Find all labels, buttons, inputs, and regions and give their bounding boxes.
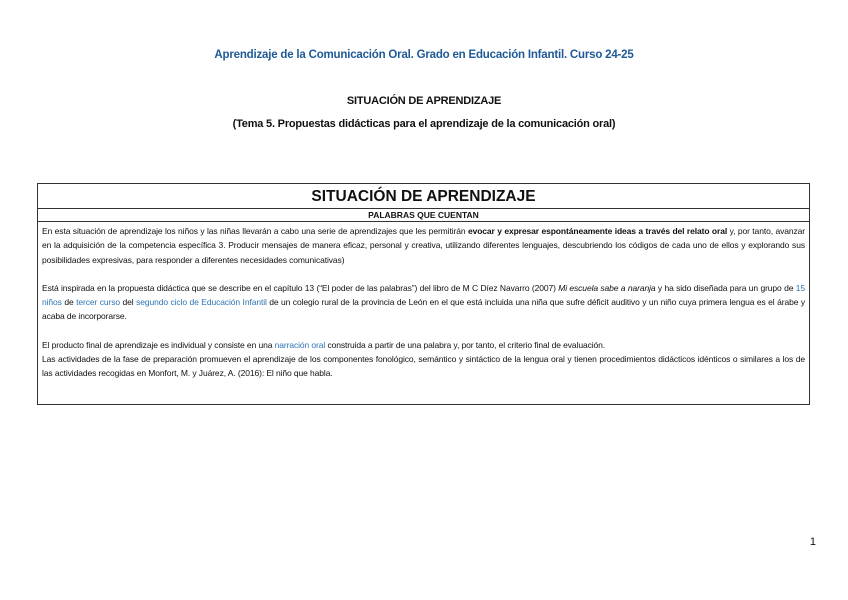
highlight-oral-narration: narración oral: [274, 339, 326, 350]
learning-situation-box: [37, 183, 810, 405]
paragraph-inspiration: [42, 281, 805, 324]
p2-text-c: de: [61, 297, 77, 308]
p1-bold-phrase: evocar y expresar espontáneamente ideas a través del relato oral: [467, 226, 728, 236]
p2-text-a: Está inspirada en la propuesta didáctica que se describe en el capítulo 13 (“El poder de las palabras”) del libro de M C Díez Navarro (2007): [42, 282, 559, 293]
p3-text-b: construida a partir de una palabra y, por tanto, el criterio final de evaluación.: [325, 339, 606, 350]
box-title: SITUACIÓN DE APRENDIZAJE: [38, 184, 809, 209]
highlight-group-size: 15 niños: [42, 282, 805, 308]
p3-text-a: El producto final de aprendizaje es individual y consiste en una: [42, 339, 275, 350]
paragraph-intro: [42, 224, 805, 267]
document-subtitle: (Tema 5. Propuestas didácticas para el aprendizaje de la comunicación oral): [232, 118, 616, 130]
p2-text-b: y ha sido diseñada para un grupo de: [655, 282, 796, 293]
highlight-cycle: segundo ciclo de Educación Infantil: [136, 297, 267, 308]
p1-text-c: y, por tanto, avanzar en la adquisición de la competencia específica 3. Producir mensajes de manera eficaz, personal y creativa, utilizando diferentes lenguajes, descubriendo los códigos de cada uno de ellos y explorando sus posibilidades expresivas, para responder a diferentes necesidades comunicativas): [42, 226, 805, 265]
box-subtitle: PALABRAS QUE CUENTAN: [38, 209, 809, 222]
p2-text-d: del: [120, 297, 137, 308]
paragraph-final-product: [42, 338, 805, 352]
paragraph-activities: Las actividades de la fase de preparación promueven el aprendizaje de los componentes fonológico, semántico y sintáctico de la lengua oral y tienen procedimientos didácticos idénticos o similares a los de las actividades recogidas en Monfort, M. y Juárez, A. (2016): El niño que habla.: [42, 354, 805, 379]
book-title: Mi escuela sabe a naranja: [558, 282, 656, 293]
p1-text-a: En esta situación de aprendizaje los niños y las niñas llevarán a cabo una serie de aprendizajes que les permitirán: [42, 226, 468, 236]
course-header: Aprendizaje de la Comunicación Oral. Grado en Educación Infantil. Curso 24-25: [214, 49, 634, 61]
p2-text-e: de un colegio rural de la provincia de León en el que está incluida una niña que sufre déficit auditivo y un niño cuya primera lengua es el árabe y acaba de incorporarse.: [42, 297, 805, 322]
document-title: SITUACIÓN DE APRENDIZAJE: [346, 95, 502, 107]
box-body: [38, 222, 809, 381]
page-number: 1: [809, 536, 816, 548]
highlight-course: tercer curso: [76, 297, 121, 308]
